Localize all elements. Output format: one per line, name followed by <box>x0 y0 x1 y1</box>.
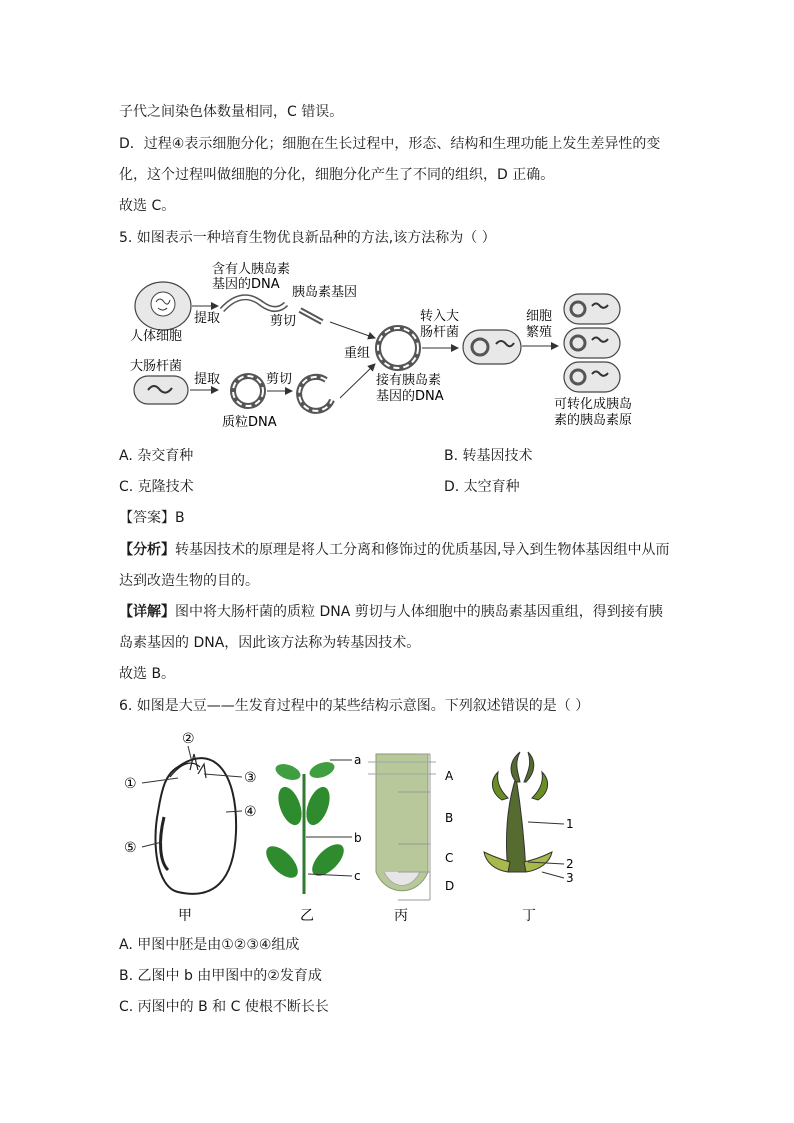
zone-d-label: D <box>445 879 455 893</box>
option-b[interactable]: B. 转基因技术 <box>444 448 533 464</box>
label-2: ② <box>182 731 195 747</box>
caption-jia: 甲 <box>178 908 192 924</box>
answer-value: B <box>175 510 185 526</box>
zone-b-label: B <box>445 811 454 825</box>
detail <box>119 602 663 622</box>
insulin-gene-label: 胰岛素基因 <box>292 285 358 300</box>
label-1: ① <box>124 776 137 792</box>
detail-tag: 【详解】 <box>119 604 175 620</box>
text-line: D．过程④表示细胞分化；细胞在生长过程中，形态、结构和生理功能上发生差异性的变 <box>119 136 661 152</box>
caption-bing: 丙 <box>394 908 408 924</box>
answer <box>119 508 185 528</box>
caption-ding: 丁 <box>522 908 536 924</box>
analysis <box>119 540 669 560</box>
cut-label: 剪切 <box>270 314 297 329</box>
dna-label-line2: 基因的DNA <box>212 277 280 292</box>
into-ecoli-line1: 转入大 <box>420 309 460 324</box>
divide-line2: 繁殖 <box>526 325 553 340</box>
text-line: 故选 C。 <box>119 198 176 214</box>
seedling-diagram <box>261 759 349 894</box>
figure-6-soybean-diagram <box>118 722 588 927</box>
question-6: 6. 如图是大豆——生发育过程中的某些结构示意图。下列叙述错误的是（ ） <box>119 698 590 714</box>
figure-5-transgenic-diagram <box>130 258 640 433</box>
human-cell-label: 人体细胞 <box>130 329 183 344</box>
text-line: 子代之间染色体数量相同，C 错误。 <box>119 104 344 120</box>
label-b: b <box>354 831 362 845</box>
label-2-bud: 2 <box>566 857 574 871</box>
option-b[interactable]: B. 乙图中 b 由甲图中的②发育成 <box>119 968 322 984</box>
zone-a-label: A <box>445 769 454 783</box>
analysis-text: 转基因技术的原理是将人工分离和修饰过的优质基因,导入到生物体基因组中从而 <box>175 542 670 558</box>
label-3-bud: 3 <box>566 871 574 885</box>
zone-c-label: C <box>445 851 454 865</box>
cut-label: 剪切 <box>266 372 293 387</box>
extract-label: 提取 <box>194 311 221 326</box>
option-a[interactable]: A. 甲图中胚是由①②③④组成 <box>119 937 300 953</box>
ecoli-icon <box>134 376 188 404</box>
option-c[interactable]: C. 克隆技术 <box>119 479 194 495</box>
label-c: c <box>354 869 361 883</box>
dna-label-line1: 含有人胰岛素 <box>212 262 291 277</box>
label-a: a <box>354 753 362 767</box>
label-5: ⑤ <box>124 840 137 856</box>
detail-text: 图中将大肠杆菌的质粒 DNA 剪切与人体细胞中的胰岛素基因重组，得到接有胰 <box>175 604 663 620</box>
divide-line1: 细胞 <box>526 309 553 324</box>
choose-5: 故选 B。 <box>119 666 176 682</box>
into-ecoli-line2: 肠杆菌 <box>420 325 460 340</box>
seed-diagram <box>155 754 236 894</box>
option-c[interactable]: C. 丙图中的 B 和 C 使根不断长长 <box>119 999 329 1015</box>
text-line: 化，这个过程叫做细胞的分化，细胞分化产生了不同的组织，D 正确。 <box>119 167 555 183</box>
bud-diagram <box>484 752 552 872</box>
analysis-tag: 【分析】 <box>119 542 175 558</box>
option-a[interactable]: A. 杂交育种 <box>119 448 194 464</box>
ecoli-label: 大肠杆菌 <box>130 359 183 374</box>
detail-continued: 岛素基因的 DNA，因此该方法称为转基因技术。 <box>119 635 421 651</box>
root-tip-diagram <box>368 754 436 891</box>
transformed-ecoli-icon <box>463 330 521 364</box>
label-1-bud: 1 <box>566 817 574 831</box>
recombinant-label-line2: 基因的DNA <box>376 389 444 404</box>
analysis-continued: 达到改造生物的目的。 <box>119 573 259 589</box>
result-line1: 可转化成胰岛 <box>554 397 633 412</box>
plasmid-label: 质粒DNA <box>222 415 277 430</box>
label-3: ③ <box>244 770 257 786</box>
question-5: 5. 如图表示一种培育生物优良新品种的方法,该方法称为（ ） <box>119 230 496 246</box>
recombinant-label-line1: 接有胰岛素 <box>376 373 442 388</box>
recombine-label: 重组 <box>344 346 371 361</box>
extract-label: 提取 <box>194 372 221 387</box>
caption-yi: 乙 <box>300 908 314 924</box>
option-d[interactable]: D. 太空育种 <box>444 479 520 495</box>
answer-tag: 【答案】 <box>119 510 175 526</box>
result-line2: 素的胰岛素原 <box>554 413 633 428</box>
label-4: ④ <box>244 804 257 820</box>
multiplied-ecoli-icon <box>564 294 620 392</box>
human-cell-icon <box>135 282 191 330</box>
